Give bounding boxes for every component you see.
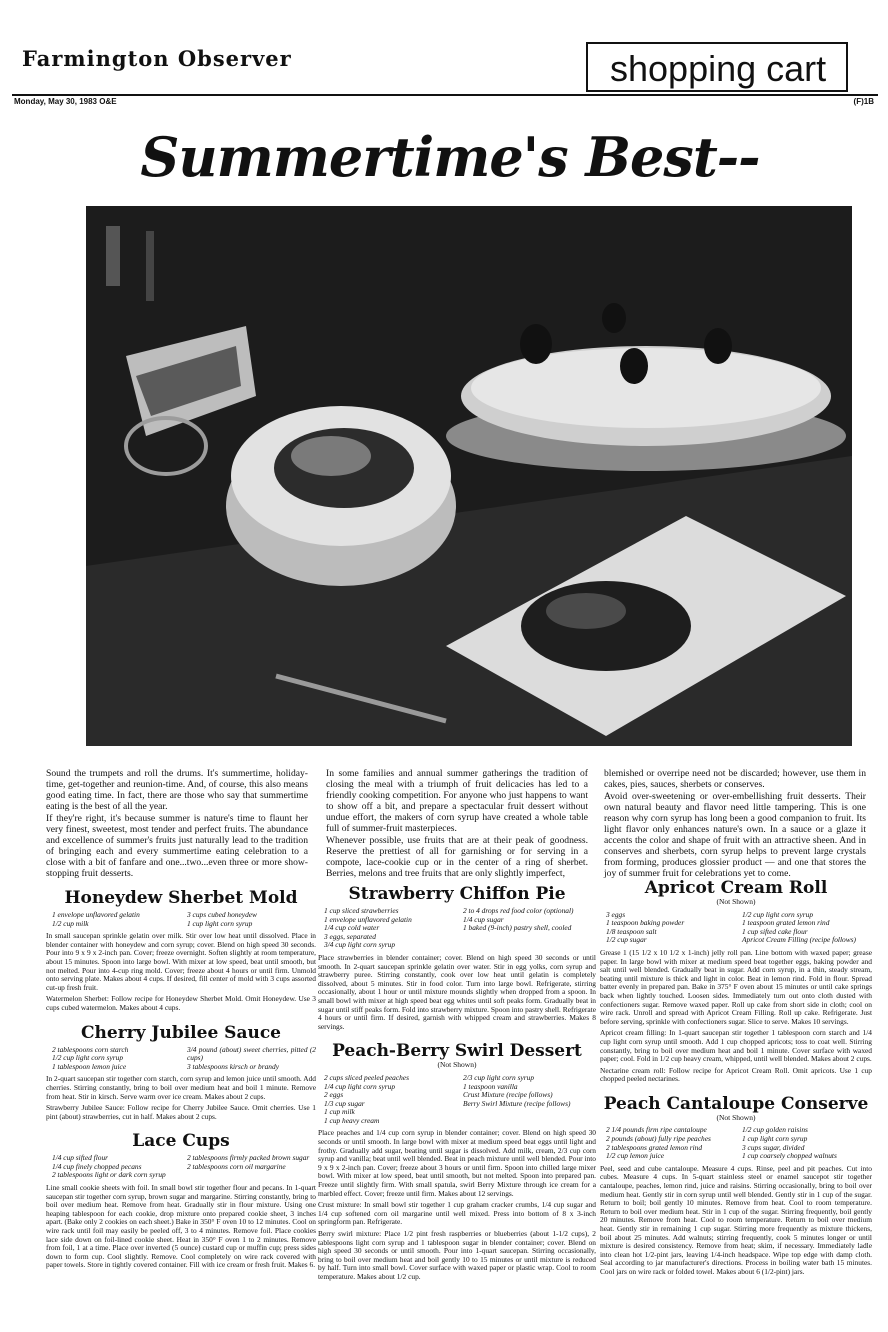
ingredient: 2 tablespoons grated lemon rind	[606, 1142, 703, 1152]
ingredient: 1 cup light corn syrup	[187, 918, 253, 928]
direction-paragraph: Peel, seed and cube cantaloupe. Measure 4 cups. Rinse, peel and pit peaches. Cut into cubes. Measure 4 cups. In 5-quart stainless steel or enamel saucepot stir together cantaloupe, peaches, lemon rind, juice and raisins. Stirring occasionally, bring to boil over medium heat. Gently stir in corn syrup until well blended. Gently stir in 1 cup of the sugar. Return to boil; boil gently 10 minutes. Remove from heat. Cool to room temperature. Return to boil over medium heat. Stir in 1 cup of the sugar. Stirring frequently, boil gently 20 minutes. Remove from heat. Cool to room temperature. Return to boil over medium heat. Gently stir in remaining 1 cup sugar. Stirring more frequently as mixture thickens, boil about 25 minutes. Add walnuts; stirring frequently, cook 5 minutes longer or until mixture is desired consistency. Remove from heat; skim, if necessary. Immediately ladle into clean hot 1/2-pint jars, leaving 1/4-inch headspace. Wipe top edge with damp cloth. Seal according to jar manufacturer's directions. Process in boiling water bath 15 minutes. Cool jars on wire rack or folded towel. Makes about 6 (1/2-pint) jars.	[600, 1163, 872, 1276]
direction-paragraph: In small saucepan sprinkle gelatin over milk. Stir over low heat until dissolved. Place in blender container with honeydew and corn syrup; cover. Blend on high speed 30 seconds. Pour into 9 x 9 x 2-inch pan. Cover; freeze overnight. Soften slightly at room temperature, about 15 minutes. Spoon into large bowl. With mixer at low speed, beat until smooth, but not melted. Pour into 4-cup ring mold. Cover; freeze about 4 hours or until firm. Unmold onto serving plate. Makes about 4 cups. If desired, fill center of mold with 3 cups assorted cut-up fresh fruit.	[46, 931, 316, 992]
ingredients-left	[46, 911, 181, 928]
ingredient: 1 envelope unflavored gelatin	[52, 910, 140, 919]
recipe-peach-berry	[318, 1041, 596, 1281]
direction-paragraph: In 2-quart saucepan stir together corn starch, corn syrup and lemon juice until smooth. Add cherries. Stirring constantly, bring to boil over medium heat and boil 1 minute. Remove from heat. Stir in kirsch. Serve warm over ice cream. Makes about 2 cups.	[46, 1074, 316, 1101]
ingredient: 1/2 cup lemon juice	[606, 1151, 665, 1161]
ingredient: 1 tablespoon lemon juice	[52, 1061, 127, 1071]
ingredient: 1/2 cup milk	[52, 918, 89, 928]
ingredient: 3/4 pound (about) sweet cherries, pitted (2 cups)	[187, 1044, 316, 1063]
directions	[46, 1075, 316, 1121]
directions	[600, 1165, 872, 1277]
ingredient: 3/4 cup light corn syrup	[324, 940, 396, 950]
recipe-column-3	[600, 878, 872, 1280]
recipe-apricot	[600, 878, 872, 1084]
recipe-title: Honeydew Sherbet Mold	[64, 888, 298, 908]
ingredient: 3 eggs, separated	[324, 931, 376, 941]
intro-paragraph: Whenever possible, use fruits that are at their peak of goodness. Reserve the prettiest of all for garnishing or for serving in a compote, lace-cookie cup or in the center of a ring of sherbet. Berries, melons and tree fruits that are only slightly imperfect,	[326, 835, 588, 879]
ingredient: 1 cup coarsely chopped walnuts	[742, 1151, 837, 1161]
intro-column-3	[604, 768, 866, 880]
ingredient: 2 cups sliced peeled peaches	[324, 1072, 409, 1082]
ingredient: 1/2 cup golden raisins	[742, 1125, 808, 1135]
intro-column-2	[326, 768, 588, 880]
ingredient: 3 eggs	[606, 909, 626, 919]
ingredients	[318, 1074, 596, 1126]
direction-paragraph: Place peaches and 1/4 cup corn syrup in blender container; cover. Blend on high speed 30 seconds or until smooth. In large bowl with mixer at medium speed beat eggs until light and frothy. Gradually add sugar, beating until sugar is dissolved. Add milk, cream, 2/3 cup corn syrup and vanilla; beat until well blended. Beat in peach mixture until well blended. Pour into 9 x 9 x 2-inch pan. Cover; freeze about 3 hours or until firm. Spoon into chilled large mixer bowl. With mixer at low speed, beat until smooth, but not melted. Spoon into prepared pan. Freeze until slightly firm. With small spatula, swirl Berry Mixture through ice cream for a marbled effect. Cover; freeze until firm. Makes about 12 servings.	[318, 1128, 596, 1198]
dessert-photo	[86, 206, 852, 746]
ingredient: 1 teaspoon grated lemon rind	[742, 918, 830, 928]
ingredients-right	[181, 1046, 316, 1072]
ingredient: 2 1/4 pounds firm ripe cantaloupe	[606, 1125, 707, 1135]
ingredient: 1 cup sifted cake flour	[742, 926, 808, 936]
recipe-strawberry	[318, 884, 596, 1031]
intro-paragraph: In some families and annual summer gatherings the tradition of closing the meal with a triumph of fruit delicacies has led to a friendly cooking competition. For anyone who just happens to want to show off a bit, and prepare a spectacular fruit dessert without undue effort, the makers of corn syrup have created a whole table full of summer-fruit masterpieces.	[326, 768, 588, 834]
recipe-column-1	[46, 888, 316, 1273]
direction-paragraph: Strawberry Jubilee Sauce: Follow recipe for Cherry Jubilee Sauce. Omit cherries. Use 1 pint (about) strawberries, cut in half. Makes about 2 cups.	[46, 1103, 316, 1121]
recipe-column-2	[318, 884, 596, 1285]
recipe-title: Peach Cantaloupe Conserve	[603, 1093, 869, 1114]
ingredient: Apricot Cream Filling (recipe follows)	[742, 935, 856, 945]
ingredient: 1/4 cup finely chopped pecans	[52, 1161, 142, 1171]
ingredients-left	[600, 911, 736, 945]
direction-paragraph: Apricot cream filling: In 1-quart saucepan stir together 1 tablespoon corn starch and 1/4 cup light corn syrup until smooth. Add 1 cup chopped apricots; toss to coat well. Stirring constantly, bring to boil over medium heat and boil 1 minute. Cover surface with waxed paper; cool. Fold in 1/2 cup heavy cream, whipped, until well blended. Makes about 2 cups.	[600, 1028, 872, 1064]
ingredients-right	[736, 1126, 872, 1160]
intro-paragraph: blemished or overripe need not be discarded; however, use them in cakes, pies, sauces, sherbets or conserves.	[604, 768, 866, 790]
ingredient: 2/3 cup light corn syrup	[463, 1072, 535, 1082]
ingredient: 3 cups cubed honeydew	[187, 910, 257, 919]
recipe-title: Peach-Berry Swirl Dessert	[332, 1041, 582, 1062]
ingredient: 1/4 cup cold water	[324, 923, 380, 933]
ingredient: 2 tablespoons corn starch	[52, 1044, 129, 1054]
not-shown-note: (Not Shown)	[716, 1112, 756, 1122]
ingredient: 2 tablespoons light or dark corn syrup	[52, 1170, 166, 1180]
masthead-rule	[12, 94, 878, 96]
ingredient: 1/2 cup sugar	[606, 935, 647, 945]
masthead	[10, 40, 878, 98]
ingredients	[600, 911, 872, 945]
direction-paragraph: Line small cookie sheets with foil. In small bowl stir together flour and pecans. In 1-quart saucepan stir together corn syrup, brown sugar and margarine. Stirring constantly, bring to boil over medium heat. Remove from heat. Gradually stir in flour mixture. Using one heaping tablespoon for each cookie, drop mixture onto prepared cookie sheet, 3 inches apart. (Bake only 2 cookies on each sheet.) Bake in 350° F oven 10 to 12 minutes. Cool on wire rack until foil may easily be peeled off, 3 to 4 minutes. Remove foil. Place cookies lace side down on foil-lined cookie sheet. Heat in 350° F oven 1 to 2 minutes. Remove from foil, 1 at a time. Place over inverted (5 ounce) custard cup or muffin cup; press sides down to form cup. Cool slightly. Remove. Cool completely on wire rack covered with paper towels. Store in tightly covered container. Fill with ice cream or fresh fruit. Makes 6.	[46, 1183, 316, 1270]
ingredient: 3 tablespoons kirsch or brandy	[187, 1061, 279, 1071]
intro-paragraph: Avoid over-sweetening or over-embellishing fruit desserts. Their own natural beauty and flavor need little tampering. This is one reason why corn syrup has long been a good companion to fruit. Its light flavor only enhances nature's own. In a sauce or a glaze it accents the color and shape of fruit with an attractive sheen. And in conserves and sherbets, corn syrup helps to prevent large crystals from forming, produces glossier product — and one that stores the joy of summer fruit for celebrations yet to come.	[604, 791, 866, 879]
recipe-title: Cherry Jubilee Sauce	[81, 1022, 281, 1043]
dessert-photo-illustration	[86, 206, 852, 746]
ingredient: 2 eggs	[324, 1090, 344, 1100]
ingredients-right	[181, 1154, 316, 1180]
ingredient: 1/4 cup light corn syrup	[324, 1081, 396, 1091]
ingredient: 3 cups sugar, divided	[742, 1142, 805, 1152]
ingredients-left	[46, 1154, 181, 1180]
ingredients	[318, 907, 596, 950]
ingredient: 1/3 cup sugar	[324, 1098, 365, 1108]
intro-paragraph: Sound the trumpets and roll the drums. It's summertime, holiday-time, get-together and reunion-time. And, of course, this also means good eating time. In fact, there are those who say that summertime eating is the best of all the year.	[46, 768, 308, 812]
direction-paragraph: Nectarine cream roll: Follow recipe for Apricot Cream Roll. Omit apricots. Use 1 cup chopped peeled nectarines.	[600, 1065, 872, 1084]
ingredient: 1 cup milk	[324, 1107, 355, 1117]
directions	[600, 949, 872, 1084]
ingredients	[46, 911, 316, 928]
ingredient: 1 envelope unflavored gelatin	[324, 914, 412, 924]
intro-column-1	[46, 768, 308, 880]
recipe-title: Strawberry Chiffon Pie	[348, 884, 566, 904]
headline: Summertime's Best--	[140, 125, 760, 189]
ingredients-left	[318, 1074, 457, 1126]
recipe-honeydew	[46, 888, 316, 1013]
ingredients-right	[457, 907, 596, 950]
ingredient: 1 cup heavy cream	[324, 1115, 380, 1125]
recipe-peach-cantaloupe	[600, 1094, 872, 1277]
ingredients-left	[600, 1126, 736, 1160]
ingredient: 1 teaspoon baking powder	[606, 918, 685, 928]
ingredients-right	[736, 911, 872, 945]
ingredient: 1 cup sliced strawberries	[324, 906, 399, 915]
page-code: (F)1B	[853, 97, 874, 106]
directions	[318, 954, 596, 1031]
ingredient: 2 to 4 drops red food color (optional)	[463, 906, 574, 915]
ingredients-right	[457, 1074, 596, 1126]
ingredient: 1/2 cup light corn syrup	[742, 909, 814, 919]
paper-name: Farmington Observer	[22, 46, 292, 71]
ingredients	[46, 1154, 316, 1180]
direction-paragraph: Watermelon Sherbet: Follow recipe for Honeydew Sherbet Mold. Omit Honeydew. Use 3 cups cubed watermelon. Makes about 4 cups.	[46, 994, 316, 1012]
intro-paragraph: If they're right, it's because summer is nature's time to flaunt her very finest, sweetest, most tender and perfect fruits. The abundance and excellence of summer's fruits just naturally lead to the tradition of bringing each and every summertime eating celebration to a close with a bit of fanfare and one...two...even three or more show-stopping fruit desserts.	[46, 813, 308, 879]
direction-paragraph: Crust mixture: In small bowl stir together 1 cup graham cracker crumbs, 1/4 cup sugar and 1/4 cup softened corn oil margarine until well mixed. Press into bottom of 8 x 3-inch springform pan. Refrigerate.	[318, 1200, 596, 1227]
direction-paragraph: Grease 1 (15 1/2 x 10 1/2 x 1-inch) jelly roll pan. Line bottom with waxed paper; grease paper. In large bowl with mixer at medium speed beat together eggs, baking powder and salt until well blended. Gradually beat in sugar. Add corn syrup, in a thin, steady stream, beating until mixture is thick and light in color. Beat in lemon rind. Fold in flour. Spread batter evenly in prepared pan. Bake in 375° F oven about 15 minutes or until cake springs back when lightly touched. Loosen sides. Immediately turn out onto cloth dusted with confectioners sugar. Remove waxed paper. Roll up cake from short side in cloth; cool on wire rack. Unroll and spread with Apricot Cream Filling. Roll up cake. Refrigerate. Just before serving, sprinkle with confectioners sugar. Slice to serve. Makes 10 servings.	[600, 947, 872, 1026]
section-banner	[586, 42, 848, 92]
directions	[318, 1129, 596, 1281]
directions	[46, 1184, 316, 1270]
ingredient: Berry Swirl Mixture (recipe follows)	[463, 1098, 571, 1108]
section-title: shopping cart	[610, 48, 827, 89]
recipe-lace-cups	[46, 1131, 316, 1270]
dateline: Monday, May 30, 1983 O&E	[14, 97, 117, 106]
ingredient: 2 tablespoons corn oil margarine	[187, 1161, 286, 1171]
ingredients-left	[46, 1046, 181, 1072]
recipe-title: Apricot Cream Roll	[644, 878, 828, 898]
not-shown-note: (Not Shown)	[716, 897, 756, 906]
ingredient: Crust Mixture (recipe follows)	[463, 1090, 553, 1100]
directions	[46, 932, 316, 1012]
ingredient: 1 cup light corn syrup	[742, 1134, 808, 1144]
recipe-title: Lace Cups	[132, 1131, 230, 1152]
ingredients	[600, 1126, 872, 1160]
ingredients-left	[318, 907, 457, 950]
direction-paragraph: Berry swirl mixture: Place 1/2 pint fresh raspberries or blueberries (about 1-1/2 cups), 2 tablespoons light corn syrup and 1 tablespoon sugar in blender container; cover. Blend on high speed 30 seconds or until smooth. Pour into 1-quart saucepan. Stirring occasionally, bring to boil over medium heat and boil gently 10 to 15 minutes or until mixture is reduced by half. Turn into small bowl. Cover surface with waxed paper or plastic wrap. Cool to room temperature. Makes about 1/2 cup.	[318, 1229, 596, 1281]
not-shown-note: (Not Shown)	[437, 1060, 477, 1070]
ingredient: 1/4 cup sifted flour	[52, 1153, 109, 1163]
ingredient: 2 pounds (about) fully ripe peaches	[606, 1134, 711, 1144]
ingredient: 1/2 cup light corn syrup	[52, 1053, 124, 1063]
recipe-cherry	[46, 1023, 316, 1122]
ingredient: 1/8 teaspoon salt	[606, 926, 657, 936]
direction-paragraph: Place strawberries in blender container; cover. Blend on high speed 30 seconds or until smooth. In 2-quart saucepan sprinkle gelatin over water. Stir in egg yolks, corn syrup and strawberry puree. Stirring constantly, cook over low heat until gelatin is completely dissolved, about 5 minutes. Stir in food color. Turn into large bowl. Refrigerate, stirring occasionally, about 1 hour or until mixture mounds slightly when dropped from a spoon. In small bowl with mixer at high speed beat egg whites until soft peaks form. Gradually beat in sugar until stiff peaks form. Fold into strawberry mixture. Spoon into pastry shell. Refrigerate 4 hours or until firm. If desired, garnish with whipped cream and strawberries. Makes 8 servings.	[318, 952, 596, 1031]
ingredient: 1/4 cup sugar	[463, 914, 504, 924]
ingredient: 1 baked (9-inch) pastry shell, cooled	[463, 923, 572, 933]
ingredients	[46, 1046, 316, 1072]
ingredient: 1 teaspoon vanilla	[463, 1081, 518, 1091]
ingredients-right	[181, 911, 316, 928]
ingredient: 2 tablespoons firmly packed brown sugar	[187, 1153, 310, 1163]
